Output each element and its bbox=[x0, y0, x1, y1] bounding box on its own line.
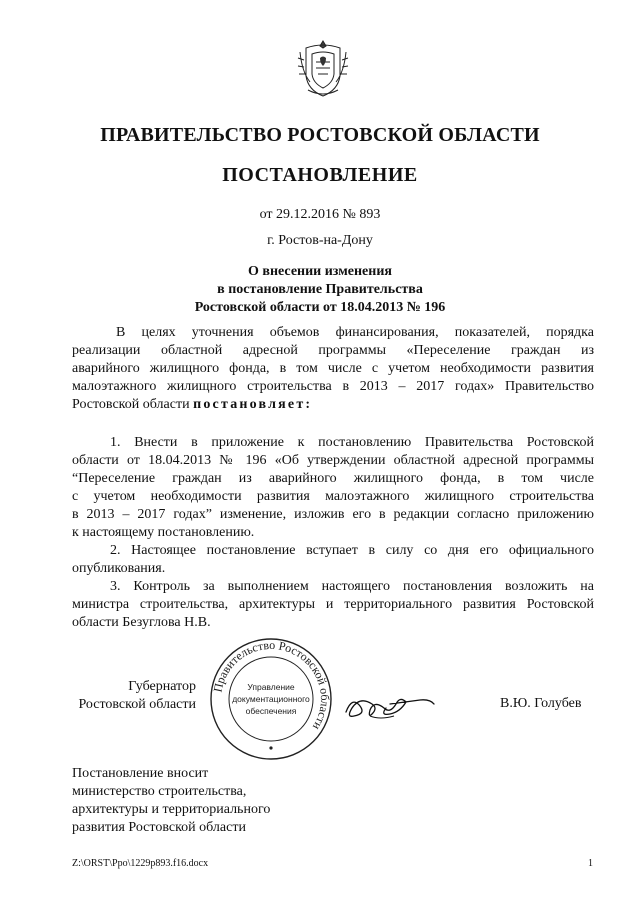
document-city: г. Ростов-на-Дону bbox=[267, 233, 373, 248]
page-number: 1 bbox=[588, 858, 593, 869]
item-line: 1. Внести в приложение к постановлению Правительства Ростовской bbox=[110, 435, 594, 450]
preamble-line bbox=[72, 396, 594, 414]
item-line: 3. Контроль за выполнением настоящего постановления возложить на bbox=[110, 579, 594, 594]
subject-line: в постановление Правительства bbox=[217, 282, 423, 297]
item-line: области от 18.04.2013 № 196 «Об утверждении областной адресной программы bbox=[72, 453, 594, 468]
preamble-line: аварийного жилищного фонда, в том числе с учетом необходимости развития bbox=[72, 361, 594, 376]
preamble-paragraph bbox=[72, 324, 594, 414]
note-line: развития Ростовской области bbox=[72, 820, 246, 835]
item-line: “Переселение граждан из аварийного жилищного фонда, в том числе bbox=[72, 471, 594, 486]
subject-line: О внесении изменения bbox=[248, 264, 392, 279]
item-line: опубликования. bbox=[72, 561, 166, 576]
preamble-line: В целях уточнения объемов финансирования, показателей, порядка bbox=[116, 325, 594, 340]
coat-of-arms-emblem bbox=[296, 38, 350, 98]
item-line: 2. Настоящее постановление вступает в силу со дня его официального bbox=[110, 543, 594, 558]
handwritten-signature bbox=[340, 682, 440, 730]
preamble-line: малоэтажного жилищного строительства в 2013 – 2017 годах» Правительство bbox=[72, 379, 594, 394]
stamp-line: документационного bbox=[232, 694, 310, 704]
item-3-paragraph bbox=[72, 578, 594, 632]
item-line: к настоящему постановлению. bbox=[72, 525, 255, 540]
stamp-ring-textpath: Правительство Ростовской области bbox=[210, 637, 333, 733]
signatory-name: В.Ю. Голубев bbox=[500, 696, 582, 711]
document-type: ПОСТАНОВЛЕНИЕ bbox=[222, 164, 418, 186]
document-subject bbox=[0, 263, 640, 317]
item-line: области Безуглова Н.В. bbox=[72, 615, 211, 630]
preamble-line: реализации областной адресной программы «Переселение граждан из bbox=[72, 343, 594, 358]
stamp-line: Управление bbox=[247, 682, 295, 692]
document-number-date: от 29.12.2016 № 893 bbox=[259, 207, 381, 222]
item-line: министра строительства, архитектуры и территориального развития Ростовской bbox=[72, 597, 594, 612]
note-line: министерство строительства, bbox=[72, 784, 247, 799]
signatory-role-line: Ростовской области bbox=[78, 697, 196, 712]
official-stamp bbox=[208, 636, 334, 762]
item-line: в 2013 – 2017 годах” изменение, изложив его в редакции согласно приложению bbox=[72, 507, 594, 522]
note-line: архитектуры и территориального bbox=[72, 802, 271, 817]
preamble-last-prefix: Ростовской области bbox=[72, 397, 194, 412]
item-line: с учетом необходимости развития малоэтажного жилищного строительства bbox=[72, 489, 594, 504]
item-2-paragraph bbox=[72, 542, 594, 578]
stamp-line: обеспечения bbox=[245, 706, 297, 716]
item-1-paragraph bbox=[72, 434, 594, 542]
decree-word: постановляет: bbox=[193, 397, 313, 412]
signatory-role-line: Губернатор bbox=[128, 679, 196, 694]
government-title: ПРАВИТЕЛЬСТВО РОСТОВСКОЙ ОБЛАСТИ bbox=[100, 124, 540, 146]
submission-note bbox=[72, 765, 270, 837]
note-line: Постановление вносит bbox=[72, 766, 209, 781]
subject-line: Ростовской области от 18.04.2013 № 196 bbox=[194, 300, 446, 315]
signatory-role bbox=[72, 678, 196, 714]
footer-file-path: Z:\ORST\Ppo\1229p893.f16.docx bbox=[72, 858, 209, 869]
